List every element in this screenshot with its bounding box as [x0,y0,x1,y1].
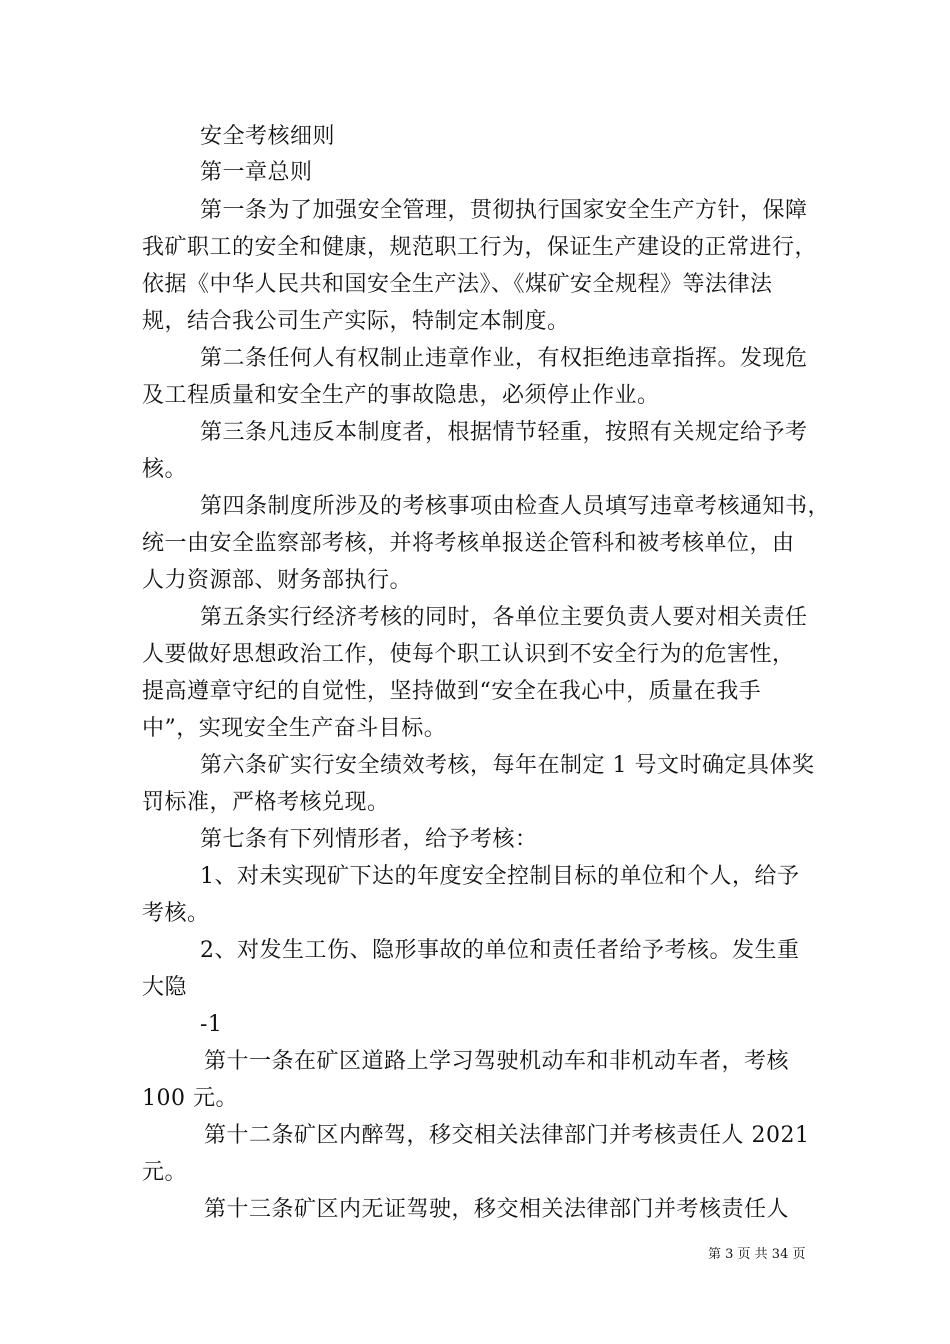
page-number-footer: 第 3 页 共 34 页 [708,1247,806,1262]
text-line: 第六条矿实行安全绩效考核，每年在制定 1 号文时确定具体奖 [200,753,815,778]
text-line: 提高遵章守纪的自觉性，坚持做到“安全在我心中，质量在我手 [142,679,762,704]
text-line: 罚标准，严格考核兑现。 [142,790,390,815]
text-line: 依据《中华人民共和国安全生产法》、《煤矿安全规程》等法律法 [142,272,773,297]
document-title: 安全考核细则 [200,124,336,149]
text-line: 我矿职工的安全和健康，规范职工行为，保证生产建设的正常进行， [142,235,818,260]
text-line: 及工程质量和安全生产的事故隐患，必须停止作业。 [142,383,660,408]
text-line: 第五条实行经济考核的同时，各单位主要负责人要对相关责任 [200,605,808,630]
text-line: 中”，实现安全生产奋斗目标。 [142,716,447,741]
text-line: 第十一条在矿区道路上学习驾驶机动车和非机动车者，考核 [204,1049,790,1074]
text-line: 统一由安全监察部考核，并将考核单报送企管科和被考核单位，由 [142,531,795,556]
text-line: 第三条凡违反本制度者，根据情节轻重，按照有关规定给予考 [200,420,808,445]
text-line: 100 元。 [142,1086,238,1111]
text-line: 第十三条矿区内无证驾驶，移交相关法律部门并考核责任人 [204,1197,790,1222]
text-line: 核。 [142,457,188,482]
text-line: 考核。 [142,901,210,926]
text-line: 规，结合我公司生产实际，特制定本制度。 [142,309,570,334]
text-line: 人要做好思想政治工作，使每个职工认识到不安全行为的危害性， [142,642,795,667]
text-line: 第七条有下列情形者，给予考核： [200,827,538,852]
text-line: 第十二条矿区内醉驾，移交相关法律部门并考核责任人 2021 [204,1123,810,1148]
text-line: 人力资源部、财务部执行。 [142,568,413,593]
text-line: 大隐 [142,975,188,1000]
text-line: 元。 [142,1160,188,1185]
page-marker: -1 [200,1012,223,1037]
text-line: 1、对未实现矿下达的年度安全控制目标的单位和个人，给予 [200,864,800,889]
text-line: 第四条制度所涉及的考核事项由检查人员填写违章考核通知书， [200,494,831,519]
text-line: 2、对发生工伤、隐形事故的单位和责任者给予考核。发生重 [200,938,800,963]
text-line: 第一条为了加强安全管理，贯彻执行国家安全生产方针，保障 [200,198,808,223]
text-line: 第二条任何人有权制止违章作业，有权拒绝违章指挥。发现危 [200,346,808,371]
chapter-heading: 第一章总则 [200,160,313,185]
